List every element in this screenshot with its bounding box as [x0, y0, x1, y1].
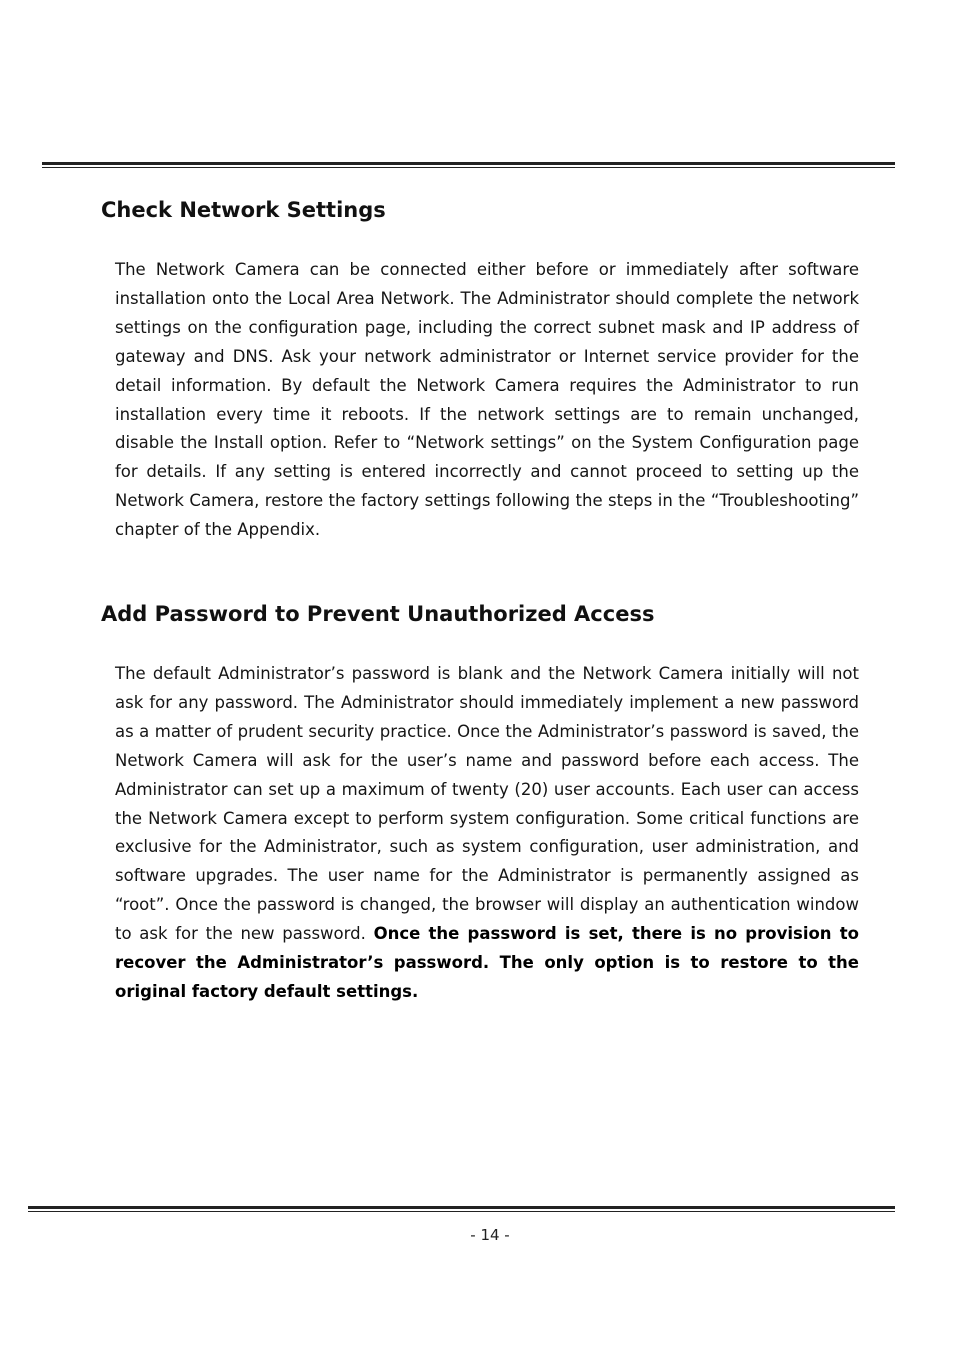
- password-body-text: The default Administrator’s password is blank and the Network Camera initially will not ask for any password. The Administrator should immediately implement a new password as a matter of prudent security practice. Once the Administrator’s password is saved, the Network Camera will ask for the user’s name and password before each access. The Administrator can set up a maximum of twenty (20) user accounts. Each user can access the Network Camera except to perform system configuration. Some critical functions are exclusive for the Administrator, such as system configuration, user administration, and software upgrades. The user name for the Administrator is permanently assigned as “root”. Once the password is changed, the browser will display an authentication window to ask for the new password.: [115, 664, 859, 944]
- password-warning-text: Once the password is set, there is no provision to recover the Administrator’s password. The only option is to restore to the original factory default settings.: [115, 924, 859, 1001]
- section-body-network-settings: The Network Camera can be connected either before or immediately after software installation onto the Local Area Network. The Administrator should complete the network settings on the configuration page, including the correct subnet mask and IP address of gateway and DNS. Ask your network administrator or Internet service provider for the detail information. By default the Network Camera requires the Administrator to run installation every time it reboots. If the network settings are to remain unchanged, disable the Install option. Refer to “Network settings” on the System Configuration page for details. If any setting is entered incorrectly and cannot proceed to setting up the Network Camera, restore the factory settings following the steps in the “Troubleshooting” chapter of the Appendix.: [115, 260, 859, 540]
- footer-rule: [28, 1206, 895, 1209]
- header-rule: [42, 162, 895, 165]
- section-heading-network-settings: Check Network Settings: [101, 198, 386, 222]
- page-number: - 14 -: [470, 1226, 510, 1244]
- section-heading-password: Add Password to Prevent Unauthorized Access: [101, 602, 655, 626]
- section-body-password: [115, 660, 859, 1007]
